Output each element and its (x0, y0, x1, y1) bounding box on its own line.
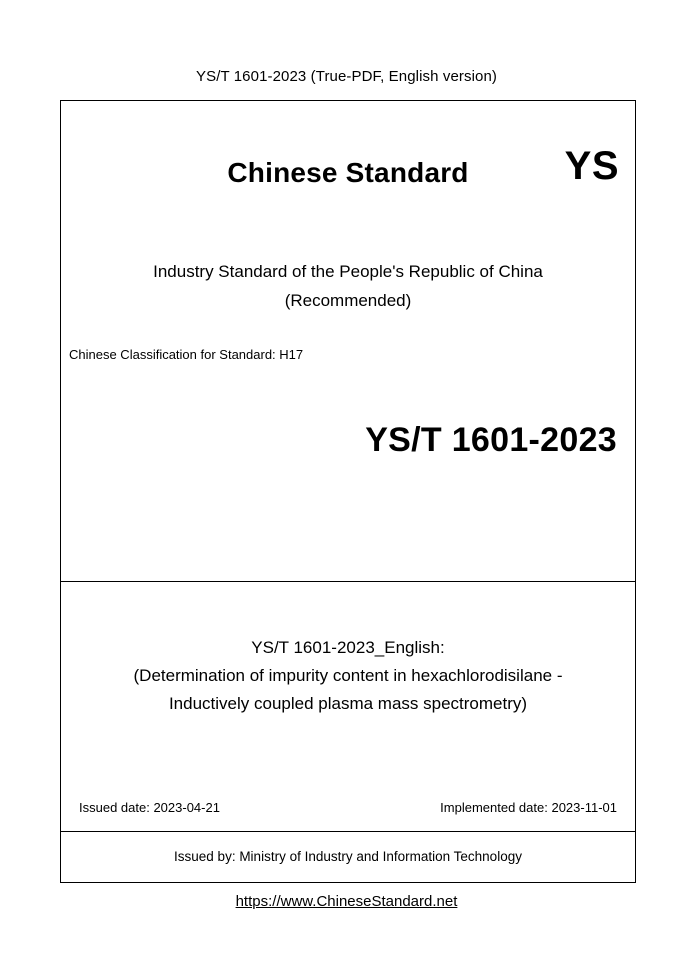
implemented-date: Implemented date: 2023-11-01 (440, 800, 617, 815)
cover-frame (60, 100, 636, 883)
cover-upper-section (61, 101, 635, 582)
ys-logo: YS (564, 144, 619, 188)
standard-title-line-2: (Determination of impurity content in hexachlorodisilane - (133, 666, 563, 685)
issued-date: Issued date: 2023-04-21 (79, 800, 220, 815)
standard-title-line-3: Inductively coupled plasma mass spectrometry) (168, 694, 528, 713)
issued-by: Issued by: Ministry of Industry and Information Technology (174, 849, 522, 864)
page-top-caption: YS/T 1601-2023 (True-PDF, English version) (196, 68, 497, 85)
cover-lower-section (61, 582, 635, 832)
industry-standard-lines (61, 257, 635, 315)
standard-number: YS/T 1601-2023 (365, 421, 617, 459)
dates-row (61, 800, 635, 815)
cover-heading: Chinese Standard (227, 157, 469, 188)
footer-website-link[interactable]: https://www.ChineseStandard.net (235, 893, 458, 910)
classification-code: Chinese Classification for Standard: H17 (69, 347, 304, 362)
standard-title-block (61, 634, 635, 718)
industry-standard-line-2: (Recommended) (284, 291, 412, 310)
standard-title-line-1: YS/T 1601-2023_English: (251, 638, 445, 657)
industry-standard-line-1: Industry Standard of the People's Republic of China (153, 262, 543, 281)
